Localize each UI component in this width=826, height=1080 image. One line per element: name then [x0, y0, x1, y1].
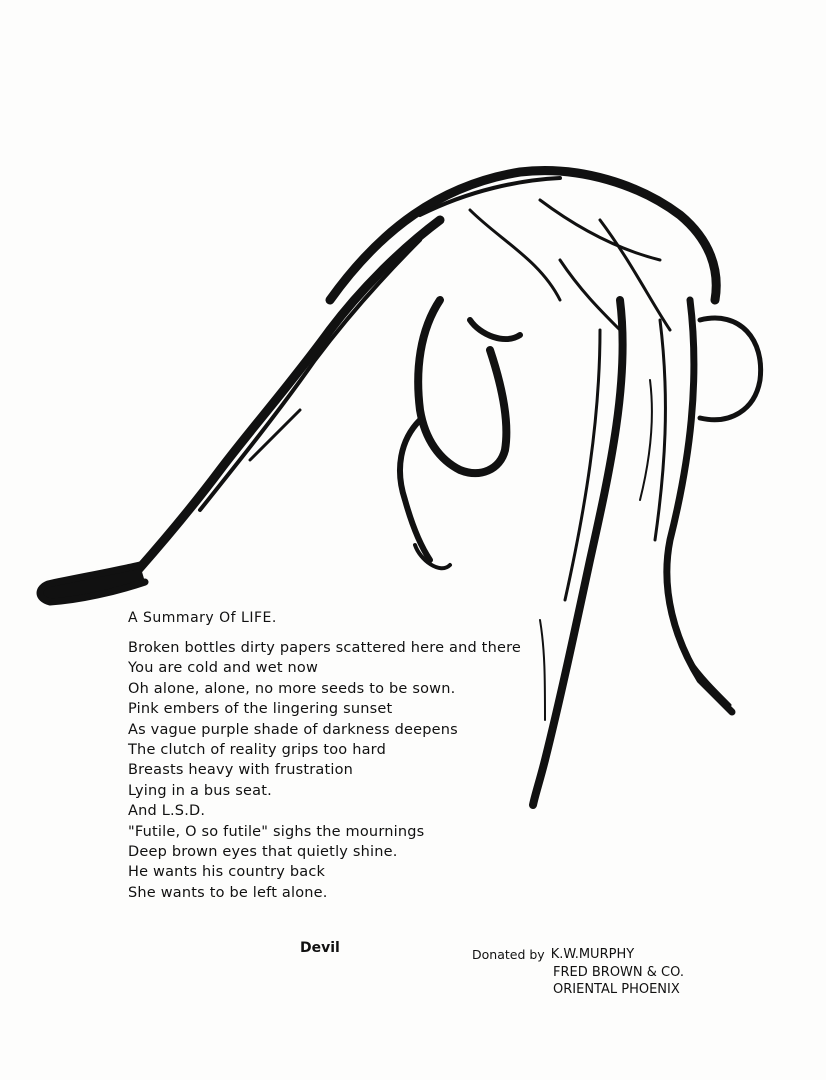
bent-limb: [418, 300, 506, 473]
right-mass-outline: [700, 318, 761, 420]
donation-prefix: Donated by: [472, 947, 545, 962]
poem-author: Devil: [300, 940, 340, 956]
donor-name: FRED BROWN & CO.: [553, 965, 684, 980]
poem-line: He wants his country back: [128, 864, 326, 881]
poem-line: "Futile, O so futile" sighs the mournings: [128, 823, 425, 840]
poem-line: Deep brown eyes that quietly shine.: [128, 844, 398, 861]
poem-line: As vague purple shade of darkness deepens: [128, 721, 458, 738]
poem-line: You are cold and wet now: [128, 660, 319, 677]
donor-name: ORIENTAL PHOENIX: [553, 982, 680, 997]
poem-line: And L.S.D.: [128, 803, 206, 820]
poem-line: Broken bottles dirty papers scattered here and there: [128, 640, 522, 656]
poem-lines: [128, 638, 548, 903]
poem-line: Pink embers of the lingering sunset: [128, 701, 393, 718]
poem-title: A Summary Of LIFE.: [128, 610, 277, 626]
poem-line: Breasts heavy with frustration: [128, 762, 354, 779]
poem-line: The clutch of reality grips too hard: [128, 742, 386, 759]
poem-line: Oh alone, alone, no more seeds to be sown.: [128, 680, 456, 697]
torso-outline: [330, 171, 716, 300]
donor-list: [551, 946, 634, 963]
donor-name: K.W.MURPHY: [550, 947, 635, 962]
foot: [40, 565, 145, 602]
donation-credit: [472, 946, 684, 998]
poem: [128, 610, 548, 903]
poem-line: She wants to be left alone.: [128, 884, 328, 901]
poem-line: Lying in a bus seat.: [128, 782, 272, 799]
right-arm: [667, 300, 732, 712]
